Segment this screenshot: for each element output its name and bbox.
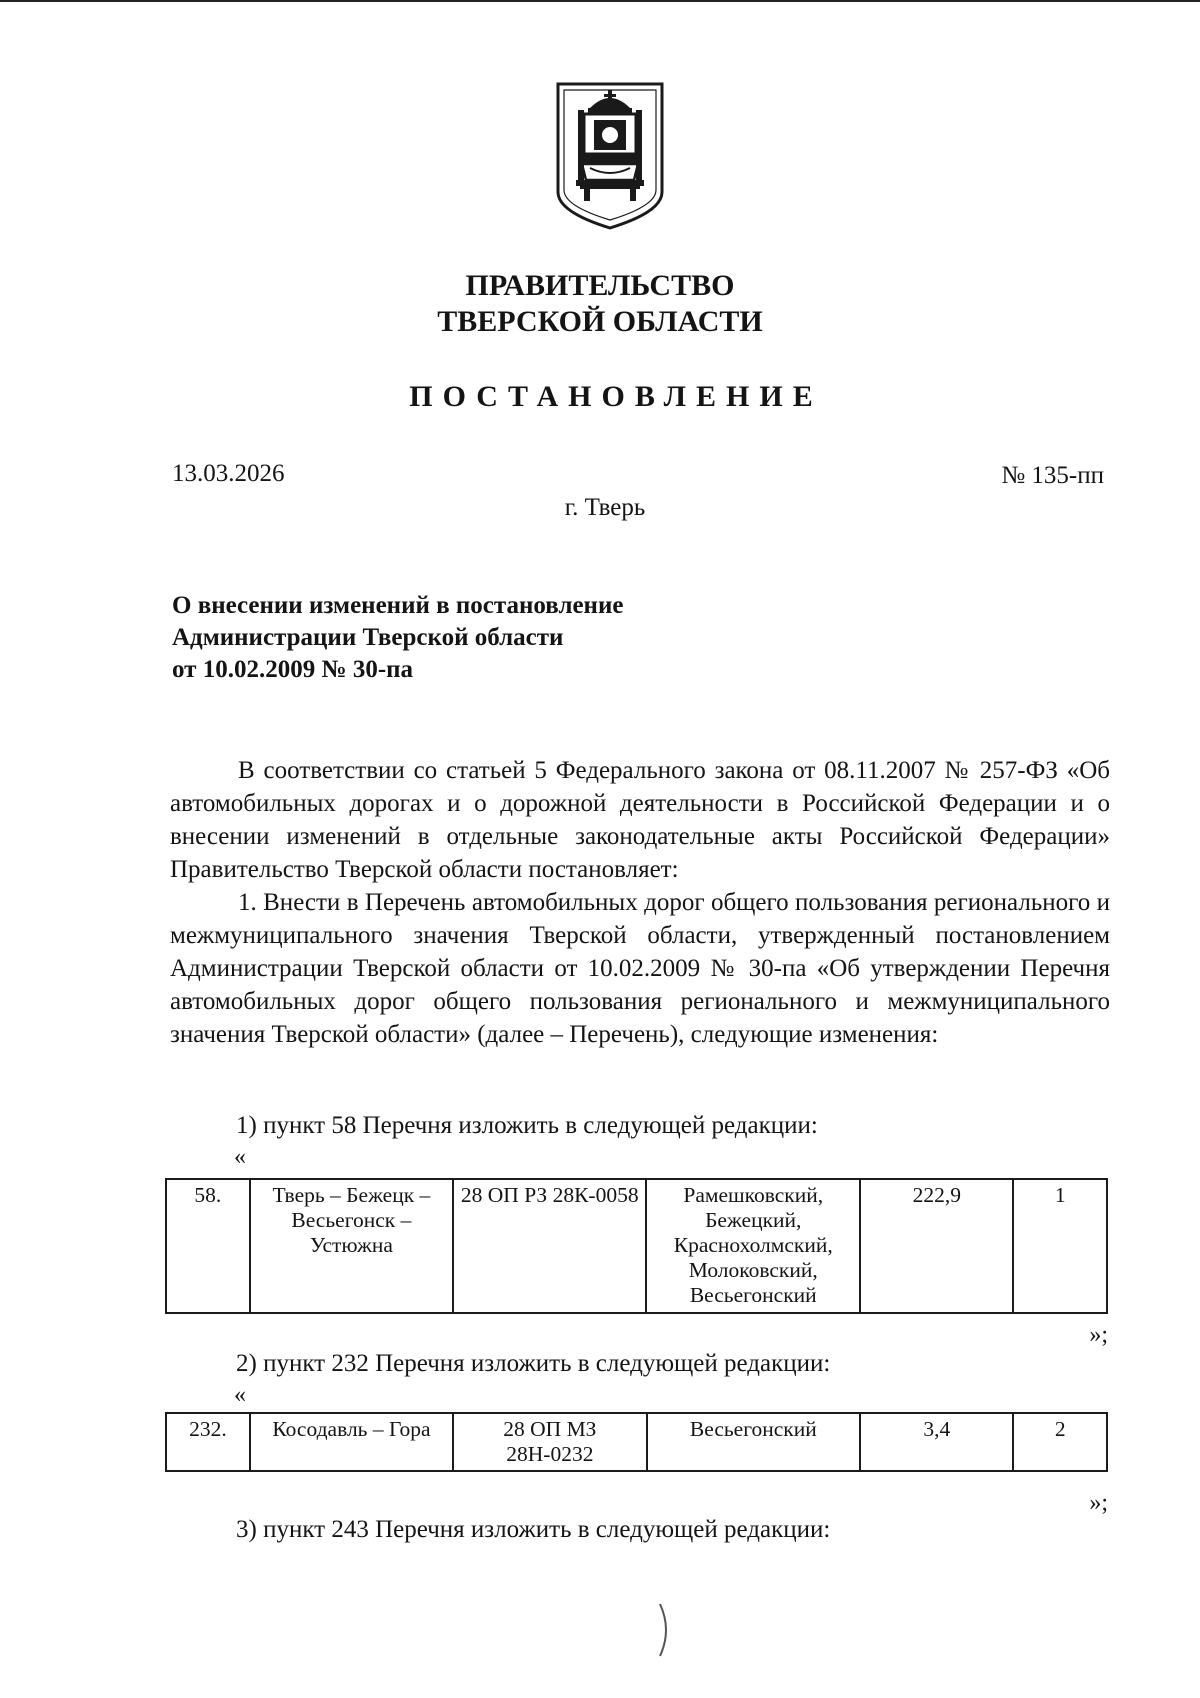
table-row [166, 1413, 1107, 1471]
document-type: ПОСТАНОВЛЕНИЕ [409, 380, 823, 413]
category-cell: 2 [1013, 1413, 1107, 1471]
road-name-cell: Косодавль – Гора [250, 1413, 453, 1471]
amendment-2-open-quote: « [234, 1382, 246, 1408]
clause-1-paragraph: 1. Внести в Перечень автомобильных дорог общего пользования регионального и межмуниципального значения Тверской области, утвержденный постановлением Администрации Тверской области от 10.02.2009 № 30-па «Об утверждении Перечня автомобильных дорог общего пользования регионального и межмуниципального значения Тверской области» (далее – Перечень), следующие изменения: [170, 889, 1110, 1048]
amendment-1-table [165, 1178, 1108, 1314]
document-date: 13.03.2026 [172, 460, 285, 487]
length-cell: 222,9 [860, 1179, 1013, 1313]
districts-cell: Весьегонский [647, 1413, 861, 1471]
amendment-2-table [165, 1412, 1108, 1472]
title-line2: Администрации Тверской области [172, 624, 564, 651]
amendment-1-open-quote: « [234, 1144, 246, 1170]
amendment-2-close-quote: »; [1089, 1490, 1108, 1516]
road-code-cell: 28 ОП РЗ 28К-0058 [453, 1179, 646, 1313]
title-line1: О внесении изменений в постановление [172, 592, 624, 619]
preamble-paragraph: В соответствии со статьей 5 Федерального закона от 08.11.2007 № 257-ФЗ «Об автомобильных дорогах и о дорожной деятельности в Российской Федерации и о внесении изменений в отдельные законодательные акты Российской Федерации» Правительство Тверской области постановляет: [170, 757, 1110, 883]
length-cell: 3,4 [860, 1413, 1013, 1471]
document-title [172, 590, 623, 686]
amendment-2-intro: 2) пункт 232 Перечня изложить в следующей редакции: [236, 1350, 831, 1377]
amendment-3-intro: 3) пункт 243 Перечня изложить в следующей редакции: [236, 1516, 831, 1543]
districts-cell: Рамешковский, Бежецкий, Краснохолмский, Молоковский, Весьегонский [646, 1179, 860, 1313]
road-code-cell: 28 ОП МЗ 28Н-0232 [453, 1413, 646, 1471]
scan-mark-bracket [656, 1600, 676, 1660]
row-number-cell: 232. [166, 1413, 250, 1471]
scan-edge-line [0, 0, 1200, 2]
amendment-1-close-quote: »; [1089, 1322, 1108, 1348]
document-city: г. Тверь [564, 494, 646, 521]
org-name-line1: ПРАВИТЕЛЬСТВО [465, 269, 735, 302]
document-body [170, 754, 1110, 1051]
document-number: № 135-пп [1001, 462, 1104, 489]
coat-of-arms-emblem [554, 80, 666, 232]
road-name-cell: Тверь – Бежецк – Весьегонск – Устюжна [250, 1179, 453, 1313]
category-cell: 1 [1013, 1179, 1107, 1313]
org-name-line2: ТВЕРСКОЙ ОБЛАСТИ [437, 305, 763, 338]
amendment-1-intro: 1) пункт 58 Перечня изложить в следующей редакции: [236, 1112, 818, 1139]
table-row [166, 1179, 1107, 1313]
title-line3: от 10.02.2009 № 30-па [172, 656, 414, 683]
row-number-cell: 58. [166, 1179, 250, 1313]
